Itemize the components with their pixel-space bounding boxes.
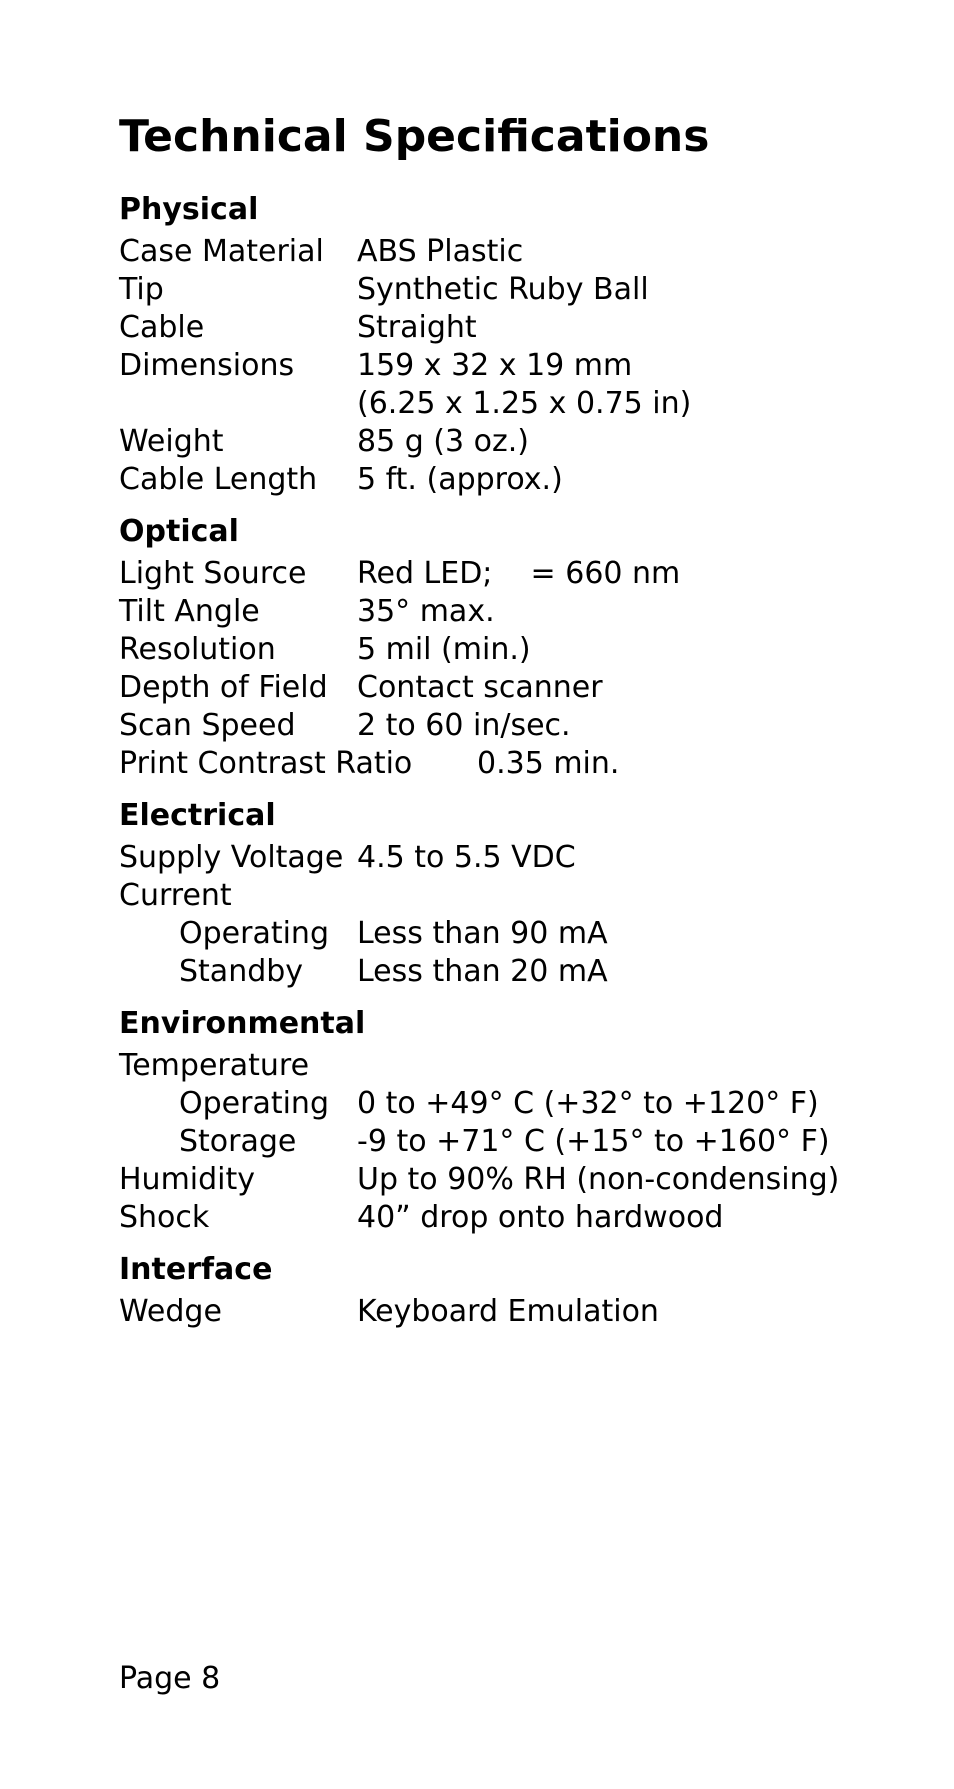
spec-value: Up to 90% RH (non-condensing) [357,1162,840,1197]
spec-label: Temperature [119,1048,310,1083]
spec-value: (6.25 x 1.25 x 0.75 in) [357,386,692,421]
spec-label: Dimensions [119,348,295,383]
spec-value: 40” drop onto hardwood [357,1200,724,1235]
section-heading-optical: Optical [119,514,239,549]
section-environmental [119,1005,919,1237]
spec-row-tip [119,271,919,309]
spec-row-wedge [119,1293,919,1331]
spec-value: 4.5 to 5.5 VDC [357,840,576,875]
spec-row-light-source [119,555,919,593]
spec-value: 85 g (3 oz.) [357,424,529,459]
spec-label: Case Material [119,234,324,269]
spec-row-cable [119,309,919,347]
spec-row-weight [119,423,919,461]
spec-label: Standby [179,954,304,989]
section-interface [119,1251,919,1331]
spec-row-cable-length [119,461,919,499]
spec-label: Tip [119,272,164,307]
spec-row-dimensions-inches [119,385,919,423]
spec-value: 5 ft. (approx.) [357,462,563,497]
section-physical [119,191,919,499]
spec-row-print-contrast-ratio [119,745,919,783]
spec-value: 35° max. [357,594,495,629]
section-electrical [119,797,919,991]
spec-row-shock [119,1199,919,1237]
spec-label: Print Contrast Ratio [119,746,413,781]
spec-row-scan-speed [119,707,919,745]
section-heading-electrical: Electrical [119,798,276,833]
spec-value: Straight [357,310,477,345]
spec-row-current-standby [119,953,919,991]
section-heading-physical: Physical [119,192,259,227]
spec-value: 2 to 60 in/sec. [357,708,571,743]
spec-label: Weight [119,424,224,459]
page-title: Technical Specifications [119,111,710,162]
spec-row-tilt-angle [119,593,919,631]
spec-label: Tilt Angle [119,594,260,629]
spec-value: 0.35 min. [477,746,620,781]
spec-row-supply-voltage [119,839,919,877]
spec-value: 0 to +49° C (+32° to +120° F) [357,1086,819,1121]
spec-value: Red LED; = 660 nm [357,556,681,591]
spec-value: Keyboard Emulation [357,1294,659,1329]
spec-row-temperature [119,1047,919,1085]
spec-value: 5 mil (min.) [357,632,531,667]
spec-label: Cable Length [119,462,318,497]
spec-value: Contact scanner [357,670,603,705]
spec-value: Less than 90 mA [357,916,608,951]
spec-label: Resolution [119,632,276,667]
spec-row-case-material [119,233,919,271]
spec-row-current [119,877,919,915]
spec-row-humidity [119,1161,919,1199]
section-optical [119,513,919,783]
spec-label: Shock [119,1200,210,1235]
spec-row-dimensions [119,347,919,385]
section-heading-interface: Interface [119,1252,273,1287]
spec-value: Synthetic Ruby Ball [357,272,649,307]
spec-label: Current [119,878,232,913]
spec-label: Operating [179,1086,329,1121]
spec-value: Less than 20 mA [357,954,608,989]
spec-row-temperature-storage [119,1123,919,1161]
spec-label: Scan Speed [119,708,296,743]
spec-label: Depth of Field [119,670,328,705]
page-number: Page 8 [119,1661,221,1696]
spec-label: Cable [119,310,205,345]
spec-label: Storage [179,1124,297,1159]
spec-row-current-operating [119,915,919,953]
spec-label: Operating [179,916,329,951]
spec-label: Humidity [119,1162,256,1197]
section-heading-environmental: Environmental [119,1006,366,1041]
spec-row-depth-of-field [119,669,919,707]
spec-value: -9 to +71° C (+15° to +160° F) [357,1124,830,1159]
spec-label: Supply Voltage [119,840,344,875]
spec-label: Light Source [119,556,307,591]
spec-value: ABS Plastic [357,234,524,269]
spec-value: 159 x 32 x 19 mm [357,348,633,383]
spec-row-temperature-operating [119,1085,919,1123]
spec-row-resolution [119,631,919,669]
spec-label: Wedge [119,1294,222,1329]
